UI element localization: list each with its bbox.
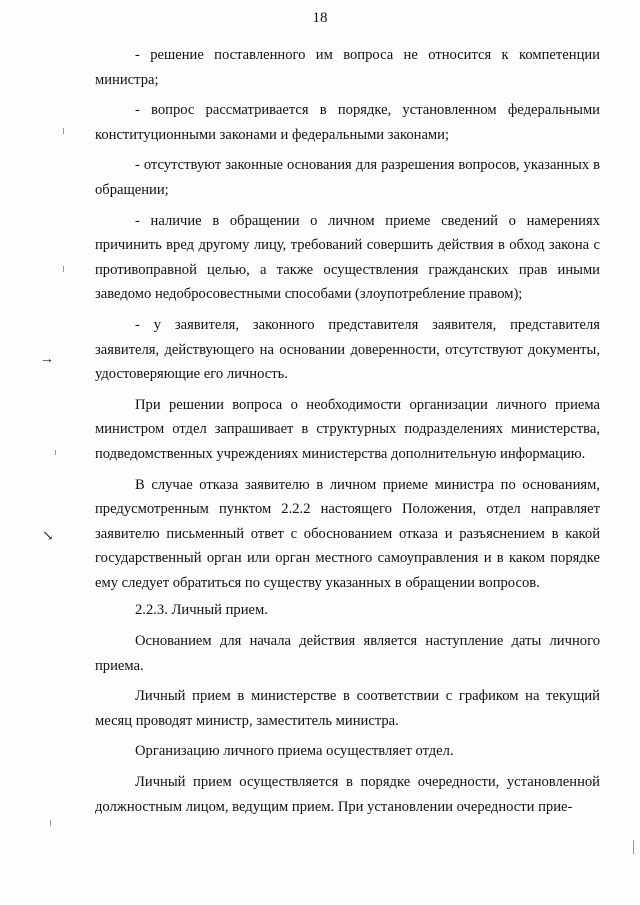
list-item-federal-laws: - вопрос рассматривается в порядке, установленном федеральными конституционными законами и федеральными законами;	[95, 102, 600, 143]
document-body	[95, 43, 600, 819]
paragraph-grounds: Основанием для начала действия является наступление даты личного приема.	[95, 633, 600, 674]
scan-speck	[633, 840, 634, 854]
list-item-harm-intent: - наличие в обращении о личном приеме сведений о намерениях причинить вред другому лицу, требований совершить действия в обход закона с противоправной целью, а также осуществления гражданских прав иными заведомо недобросовестными способами (злоупотребление правом);	[95, 212, 600, 303]
page-number: 18	[312, 10, 328, 26]
scan-mark-icon: ↘	[42, 529, 54, 544]
paragraph-schedule: Личный прием в министерстве в соответствии с графиком на текущий месяц проводят министр, заместитель министра.	[95, 688, 600, 729]
section-heading-2-2-3: 2.2.3. Личный прием.	[135, 602, 268, 619]
scan-speck	[50, 820, 51, 826]
scan-speck	[63, 128, 64, 134]
scan-speck	[55, 450, 56, 455]
paragraph-request-info: При решении вопроса о необходимости организации личного приема министром отдел запрашивает в структурных подразделениях министерства, подведомственных учреждениях министерства дополнительную информацию.	[95, 396, 600, 462]
paragraph-refusal: В случае отказа заявителю в личном приеме министра по основаниям, предусмотренным пунктом 2.2.2 настоящего Положения, отдел направляет заявителю письменный ответ с обоснованием отказа и разъяснением в какой государственный орган или орган местного самоуправления и в каком порядке ему следует обратиться по существу указанных в обращении вопросов.	[95, 476, 600, 591]
scan-speck	[63, 266, 64, 272]
scan-mark-icon: →	[40, 352, 54, 367]
paragraph-order: Личный прием осуществляется в порядке очередности, установленной должностным лицом, ведущим прием. При установлении очередности прие-	[95, 774, 600, 815]
list-item-no-grounds: - отсутствуют законные основания для разрешения вопросов, указанных в обращении;	[95, 157, 600, 198]
paragraph-organization: Организацию личного приема осуществляет отдел.	[135, 743, 454, 760]
list-item-no-documents: - у заявителя, законного представителя заявителя, представителя заявителя, действующего на основании доверенности, отсутствуют документы, удостоверяющие его личность.	[95, 316, 600, 383]
list-item-not-competence: - решение поставленного им вопроса не относится к компетенции министра;	[95, 47, 600, 88]
